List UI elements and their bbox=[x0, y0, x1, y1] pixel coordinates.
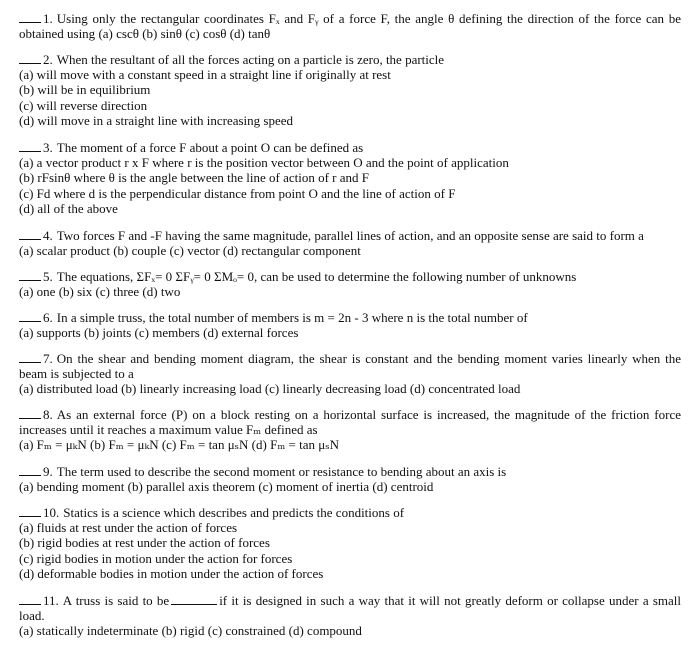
answer-blank[interactable] bbox=[19, 351, 41, 363]
answer-blank[interactable] bbox=[19, 464, 41, 476]
option: (b) will be in equilibrium bbox=[19, 82, 151, 98]
option: (a) distributed load (b) linearly increasing load (c) linearly decreasing load (d) concentrated load bbox=[19, 381, 521, 397]
question-inline-options: (a) cscθ (b) sinθ (c) cosθ (d) tanθ bbox=[98, 26, 271, 42]
option: (a) statically indeterminate (b) rigid (c) constrained (d) compound bbox=[19, 623, 362, 639]
question-4-stem bbox=[19, 228, 681, 243]
question-5 bbox=[19, 269, 681, 299]
question-6-stem bbox=[19, 310, 681, 325]
option: (c) rigid bodies in motion under the action for forces bbox=[19, 550, 293, 566]
question-10 bbox=[19, 505, 681, 581]
question-10-stem bbox=[19, 505, 681, 520]
option: (d) deformable bodies in motion under the action of forces bbox=[19, 565, 324, 581]
question-number: 11. bbox=[43, 593, 59, 608]
option: (a) scalar product (b) couple (c) vector (d) rectangular component bbox=[19, 243, 361, 259]
question-5-stem bbox=[19, 269, 681, 284]
option: (d) will move in a straight line with increasing speed bbox=[19, 112, 294, 128]
question-3 bbox=[19, 140, 681, 216]
question-text: The term used to describe the second moment or resistance to bending about an axis is bbox=[56, 464, 507, 479]
question-2-stem bbox=[19, 52, 681, 67]
question-3-stem bbox=[19, 140, 681, 155]
question-text-before: A truss is said to be bbox=[62, 593, 170, 608]
question-number: 4. bbox=[43, 228, 53, 243]
option: (a) a vector product r x F where r is the position vector between O and the point of application bbox=[19, 155, 509, 171]
question-number: 7. bbox=[43, 351, 53, 366]
question-text: The equations, ΣFₓ= 0 ΣFᵧ= 0 ΣMₒ= 0, can be used to determine the following number of unknowns bbox=[56, 269, 577, 284]
question-4 bbox=[19, 228, 681, 258]
question-number: 8. bbox=[43, 407, 53, 422]
question-7 bbox=[19, 351, 681, 397]
option: (a) one (b) six (c) three (d) two bbox=[19, 284, 181, 300]
question-text: When the resultant of all the forces acting on a particle is zero, the particle bbox=[56, 52, 445, 67]
question-text-after: if it is designed in such a way that it will not greatly deform or collapse under a small load. bbox=[19, 593, 681, 624]
question-text: As an external force (P) on a block resting on a horizontal surface is increased, the magnitude of the friction force increases until it reaches a maximum value Fₘ defined as bbox=[19, 407, 681, 438]
question-8 bbox=[19, 407, 681, 453]
question-1 bbox=[19, 11, 681, 41]
question-text: Using only the rectangular coordinates Fₓ and Fᵧ of a force F, the angle θ defining the direction of the force can be obtained using bbox=[19, 11, 681, 42]
answer-blank[interactable] bbox=[19, 228, 41, 240]
answer-blank[interactable] bbox=[19, 593, 41, 605]
fill-in-blank[interactable] bbox=[171, 593, 217, 605]
option: (c) will reverse direction bbox=[19, 97, 148, 113]
answer-blank[interactable] bbox=[19, 52, 41, 64]
question-text: Two forces F and -F having the same magnitude, parallel lines of action, and an opposite sense are said to form a bbox=[56, 228, 644, 243]
option: (a) fluids at rest under the action of forces bbox=[19, 520, 238, 536]
option: (a) supports (b) joints (c) members (d) external forces bbox=[19, 325, 299, 341]
answer-blank[interactable] bbox=[19, 310, 41, 322]
question-text: In a simple truss, the total number of members is m = 2n - 3 where n is the total number of bbox=[56, 310, 528, 325]
question-8-stem bbox=[19, 407, 681, 437]
option: (a) bending moment (b) parallel axis theorem (c) moment of inertia (d) centroid bbox=[19, 479, 434, 495]
question-number: 5. bbox=[43, 269, 53, 284]
question-2 bbox=[19, 52, 681, 128]
option: (d) all of the above bbox=[19, 200, 118, 216]
question-number: 2. bbox=[43, 52, 53, 67]
answer-blank[interactable] bbox=[19, 407, 41, 419]
question-1-stem bbox=[19, 11, 681, 41]
question-number: 10. bbox=[43, 505, 60, 520]
question-number: 1. bbox=[43, 11, 53, 26]
answer-blank[interactable] bbox=[19, 11, 41, 23]
option: (c) Fd where d is the perpendicular distance from point O and the line of action of F bbox=[19, 185, 456, 201]
option: (b) rigid bodies at rest under the action of forces bbox=[19, 535, 270, 551]
question-number: 9. bbox=[43, 464, 53, 479]
option: (a) will move with a constant speed in a straight line if originally at rest bbox=[19, 67, 391, 83]
question-number: 6. bbox=[43, 310, 53, 325]
answer-blank[interactable] bbox=[19, 505, 41, 517]
question-11-stem bbox=[19, 593, 681, 623]
question-9-stem bbox=[19, 464, 681, 479]
question-text: The moment of a force F about a point O can be defined as bbox=[56, 140, 364, 155]
option: (a) Fₘ = μₖN (b) Fₘ = μₖN (c) Fₘ = tan μₛN (d) Fₘ = tan μₛN bbox=[19, 437, 339, 453]
question-11 bbox=[19, 593, 681, 639]
question-6 bbox=[19, 310, 681, 340]
question-text: Statics is a science which describes and predicts the conditions of bbox=[63, 505, 405, 520]
question-text: On the shear and bending moment diagram, the shear is constant and the bending moment varies linearly when the beam is subjected to a bbox=[19, 351, 681, 382]
answer-blank[interactable] bbox=[19, 140, 41, 152]
question-9 bbox=[19, 464, 681, 494]
question-7-stem bbox=[19, 351, 681, 381]
option: (b) rFsinθ where θ is the angle between the line of action of r and F bbox=[19, 170, 369, 186]
question-number: 3. bbox=[43, 140, 53, 155]
answer-blank[interactable] bbox=[19, 269, 41, 281]
